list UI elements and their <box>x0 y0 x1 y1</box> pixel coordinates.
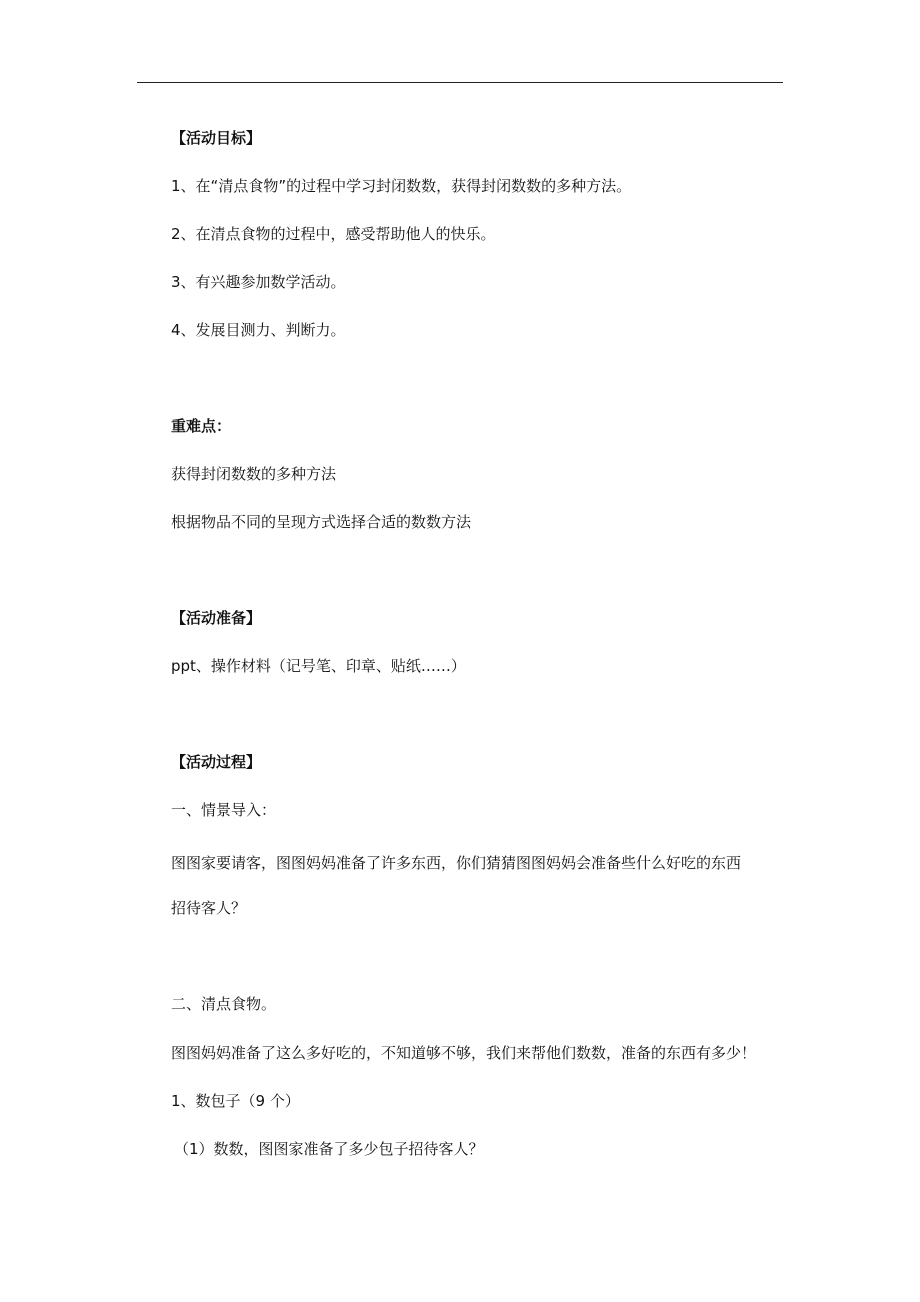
step2-text: 图图妈妈准备了这么多好吃的，不知道够不够，我们来帮他们数数，准备的东西有多少！ <box>171 1044 757 1062</box>
step1-text-line2: 招待客人？ <box>171 899 247 917</box>
preparation-heading: 【活动准备】 <box>171 609 262 627</box>
key-point-1: 获得封闭数数的多种方法 <box>171 465 337 483</box>
goal-item-2: 2、在清点食物的过程中，感受帮助他人的快乐。 <box>171 225 496 243</box>
sub1-title: 1、数包子（9 个） <box>171 1092 300 1110</box>
step1-title: 一、情景导入： <box>171 801 277 819</box>
key-point-2: 根据物品不同的呈现方式选择合适的数数方法 <box>171 513 472 531</box>
key-points-heading: 重难点： <box>171 417 232 435</box>
header-rule <box>137 82 783 83</box>
goals-heading: 【活动目标】 <box>171 129 262 147</box>
step2-title: 二、清点食物。 <box>171 995 277 1013</box>
step1-text-line1: 图图家要请客，图图妈妈准备了许多东西，你们猜猜图图妈妈会准备些什么好吃的东西 <box>171 854 742 872</box>
goal-item-3: 3、有兴趣参加数学活动。 <box>171 273 346 291</box>
goal-item-4: 4、发展目测力、判断力。 <box>171 321 346 339</box>
preparation-text: ppt、操作材料（记号笔、印章、贴纸……） <box>171 657 466 675</box>
goal-item-1: 1、在“清点食物”的过程中学习封闭数数，获得封闭数数的多种方法。 <box>171 177 632 195</box>
process-heading: 【活动过程】 <box>171 753 262 771</box>
sub1-question-1: （1）数数，图图家准备了多少包子招待客人？ <box>174 1140 484 1158</box>
